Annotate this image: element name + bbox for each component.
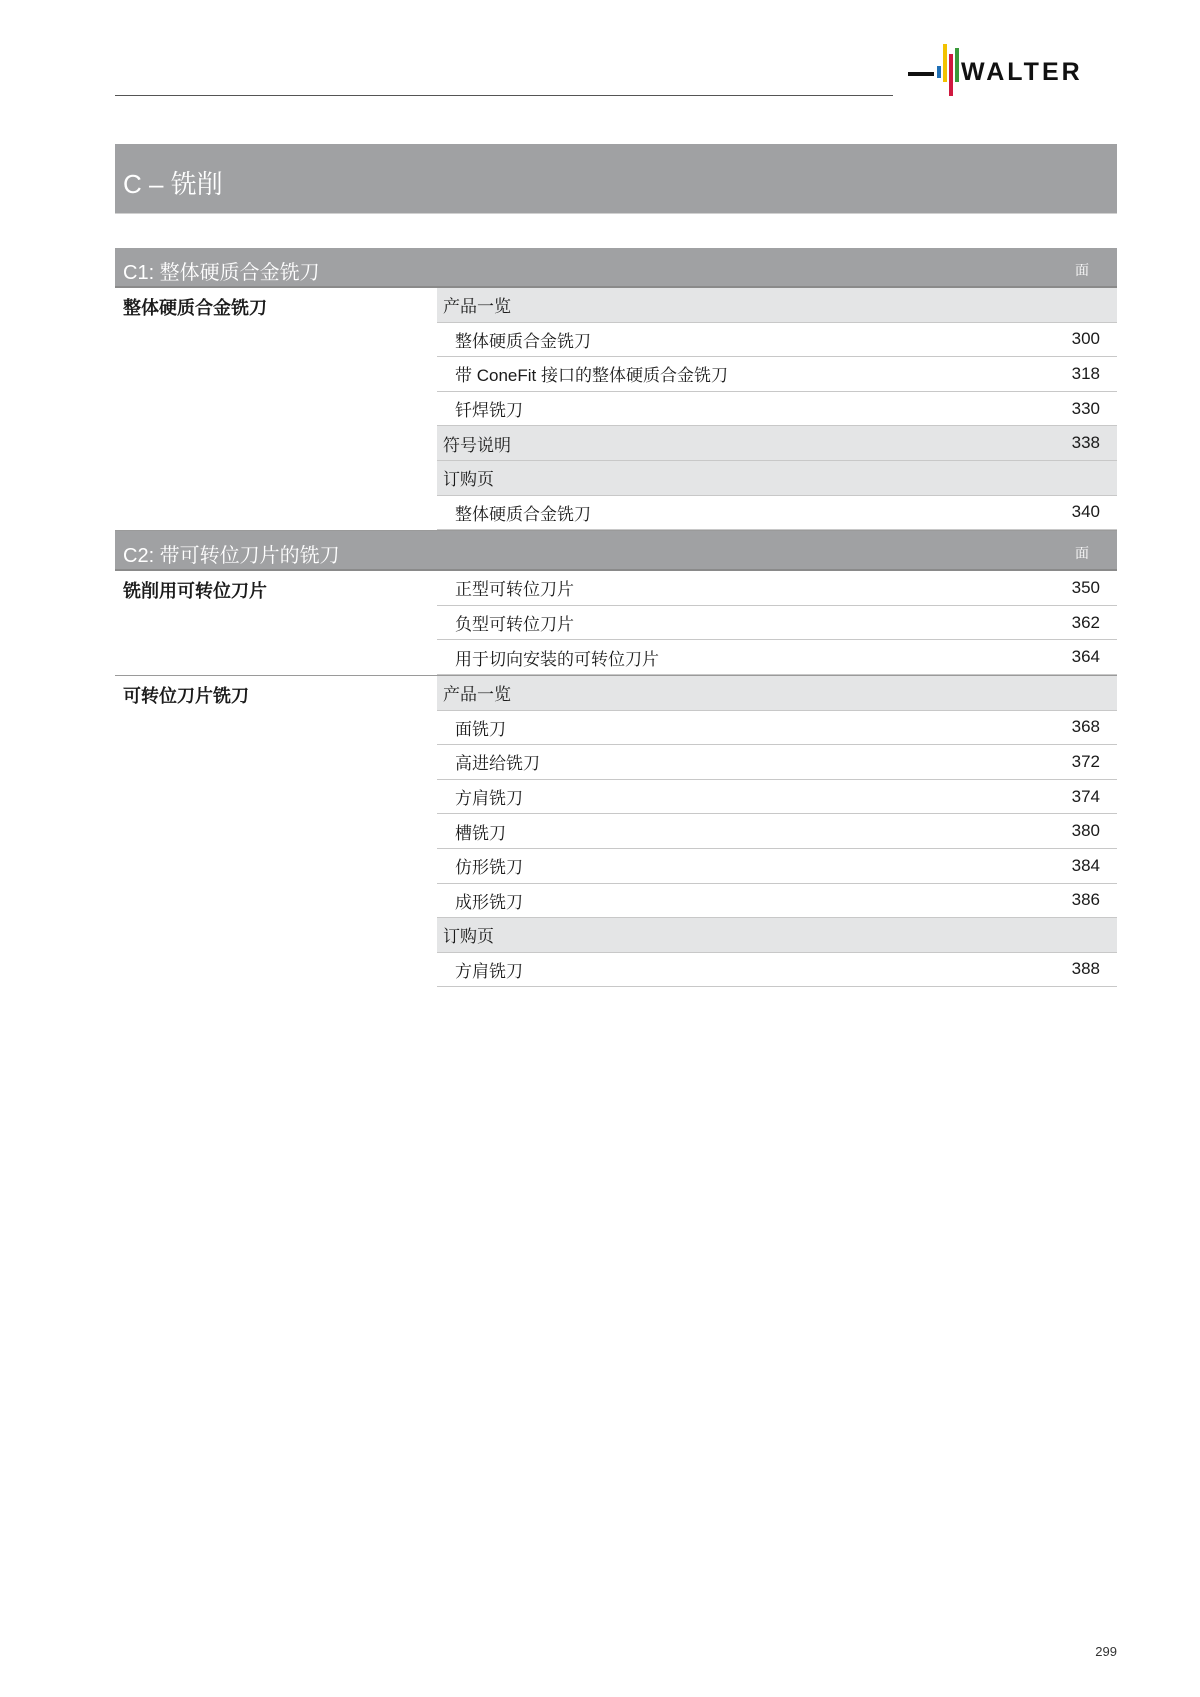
toc-entry[interactable] bbox=[437, 496, 1117, 531]
entry-title: 方肩铣刀 bbox=[455, 961, 523, 981]
entry-title: 负型可转位刀片 bbox=[455, 615, 574, 635]
toc-entry[interactable] bbox=[437, 780, 1117, 815]
page-number: 299 bbox=[1095, 1644, 1117, 1659]
section-title: C2: 带可转位刀片的铣刀 bbox=[123, 545, 340, 568]
toc-entry[interactable] bbox=[437, 392, 1117, 427]
toc-entry[interactable] bbox=[437, 461, 1117, 496]
entry-title: 产品一览 bbox=[443, 685, 511, 705]
table-of-contents bbox=[115, 248, 1117, 987]
toc-entry[interactable] bbox=[437, 884, 1117, 919]
toc-entry[interactable] bbox=[437, 357, 1117, 392]
entry-title: 产品一览 bbox=[443, 297, 511, 317]
entry-page: 364 bbox=[1071, 647, 1100, 667]
entry-title: 订购页 bbox=[443, 470, 494, 490]
entry-title: 整体硬质合金铣刀 bbox=[455, 504, 591, 524]
entry-title: 槽铣刀 bbox=[455, 823, 506, 843]
entry-title: 用于切向安装的可转位刀片 bbox=[455, 649, 659, 669]
toc-entry[interactable] bbox=[437, 849, 1117, 884]
toc-group bbox=[115, 288, 1117, 531]
logo-text: WALTER bbox=[961, 58, 1083, 86]
entry-title: 仿形铣刀 bbox=[455, 858, 523, 878]
entry-page: 386 bbox=[1071, 890, 1100, 910]
entry-page: 384 bbox=[1071, 855, 1100, 875]
entry-page: 350 bbox=[1071, 577, 1100, 597]
entry-title: 符号说明 bbox=[443, 435, 511, 455]
section-header bbox=[115, 248, 1117, 288]
entry-page: 340 bbox=[1071, 502, 1100, 522]
toc-entry[interactable] bbox=[437, 288, 1117, 323]
entry-page: 372 bbox=[1071, 751, 1100, 771]
entry-page: 338 bbox=[1071, 433, 1100, 453]
toc-entry[interactable] bbox=[437, 606, 1117, 641]
toc-entry[interactable] bbox=[437, 676, 1117, 711]
entry-title: 高进给铣刀 bbox=[455, 754, 540, 774]
entry-page: 362 bbox=[1071, 612, 1100, 632]
toc-entry[interactable] bbox=[437, 953, 1117, 988]
toc-entry[interactable] bbox=[437, 918, 1117, 953]
toc-group bbox=[115, 676, 1117, 987]
toc-entry[interactable] bbox=[437, 571, 1117, 606]
chapter-title: C – 铣削 bbox=[123, 169, 223, 199]
toc-group bbox=[115, 571, 1117, 676]
entry-title: 成形铣刀 bbox=[455, 892, 523, 912]
header-rule bbox=[115, 95, 893, 96]
entry-title: 正型可转位刀片 bbox=[455, 580, 574, 600]
entry-title: 钎焊铣刀 bbox=[455, 401, 523, 421]
toc-entry[interactable] bbox=[437, 323, 1117, 358]
section-title: C1: 整体硬质合金铣刀 bbox=[123, 262, 320, 284]
toc-entry[interactable] bbox=[437, 426, 1117, 461]
entry-title: 面铣刀 bbox=[455, 719, 506, 739]
entry-title: 带 ConeFit 接口的整体硬质合金铣刀 bbox=[455, 366, 728, 386]
entry-title: 订购页 bbox=[443, 927, 494, 947]
entry-page: 374 bbox=[1071, 786, 1100, 806]
page-column-label: 面 bbox=[1075, 545, 1089, 562]
group-label: 可转位刀片铣刀 bbox=[123, 685, 249, 706]
entry-page: 368 bbox=[1071, 717, 1100, 737]
toc-entry[interactable] bbox=[437, 711, 1117, 746]
walter-logo bbox=[905, 40, 1120, 98]
entry-page: 380 bbox=[1071, 821, 1100, 841]
group-label: 铣削用可转位刀片 bbox=[123, 581, 267, 602]
toc-entry[interactable] bbox=[437, 745, 1117, 780]
group-label: 整体硬质合金铣刀 bbox=[123, 298, 267, 318]
toc-entry[interactable] bbox=[437, 640, 1117, 675]
entry-page: 300 bbox=[1071, 329, 1100, 349]
section-header bbox=[115, 531, 1117, 571]
entry-page: 388 bbox=[1071, 959, 1100, 979]
entry-page: 318 bbox=[1071, 363, 1100, 383]
entry-title: 整体硬质合金铣刀 bbox=[455, 331, 591, 351]
toc-entry[interactable] bbox=[437, 814, 1117, 849]
page-column-label: 面 bbox=[1075, 262, 1089, 278]
entry-title: 方肩铣刀 bbox=[455, 789, 523, 809]
entry-page: 330 bbox=[1071, 398, 1100, 418]
chapter-title-band bbox=[115, 144, 1117, 214]
